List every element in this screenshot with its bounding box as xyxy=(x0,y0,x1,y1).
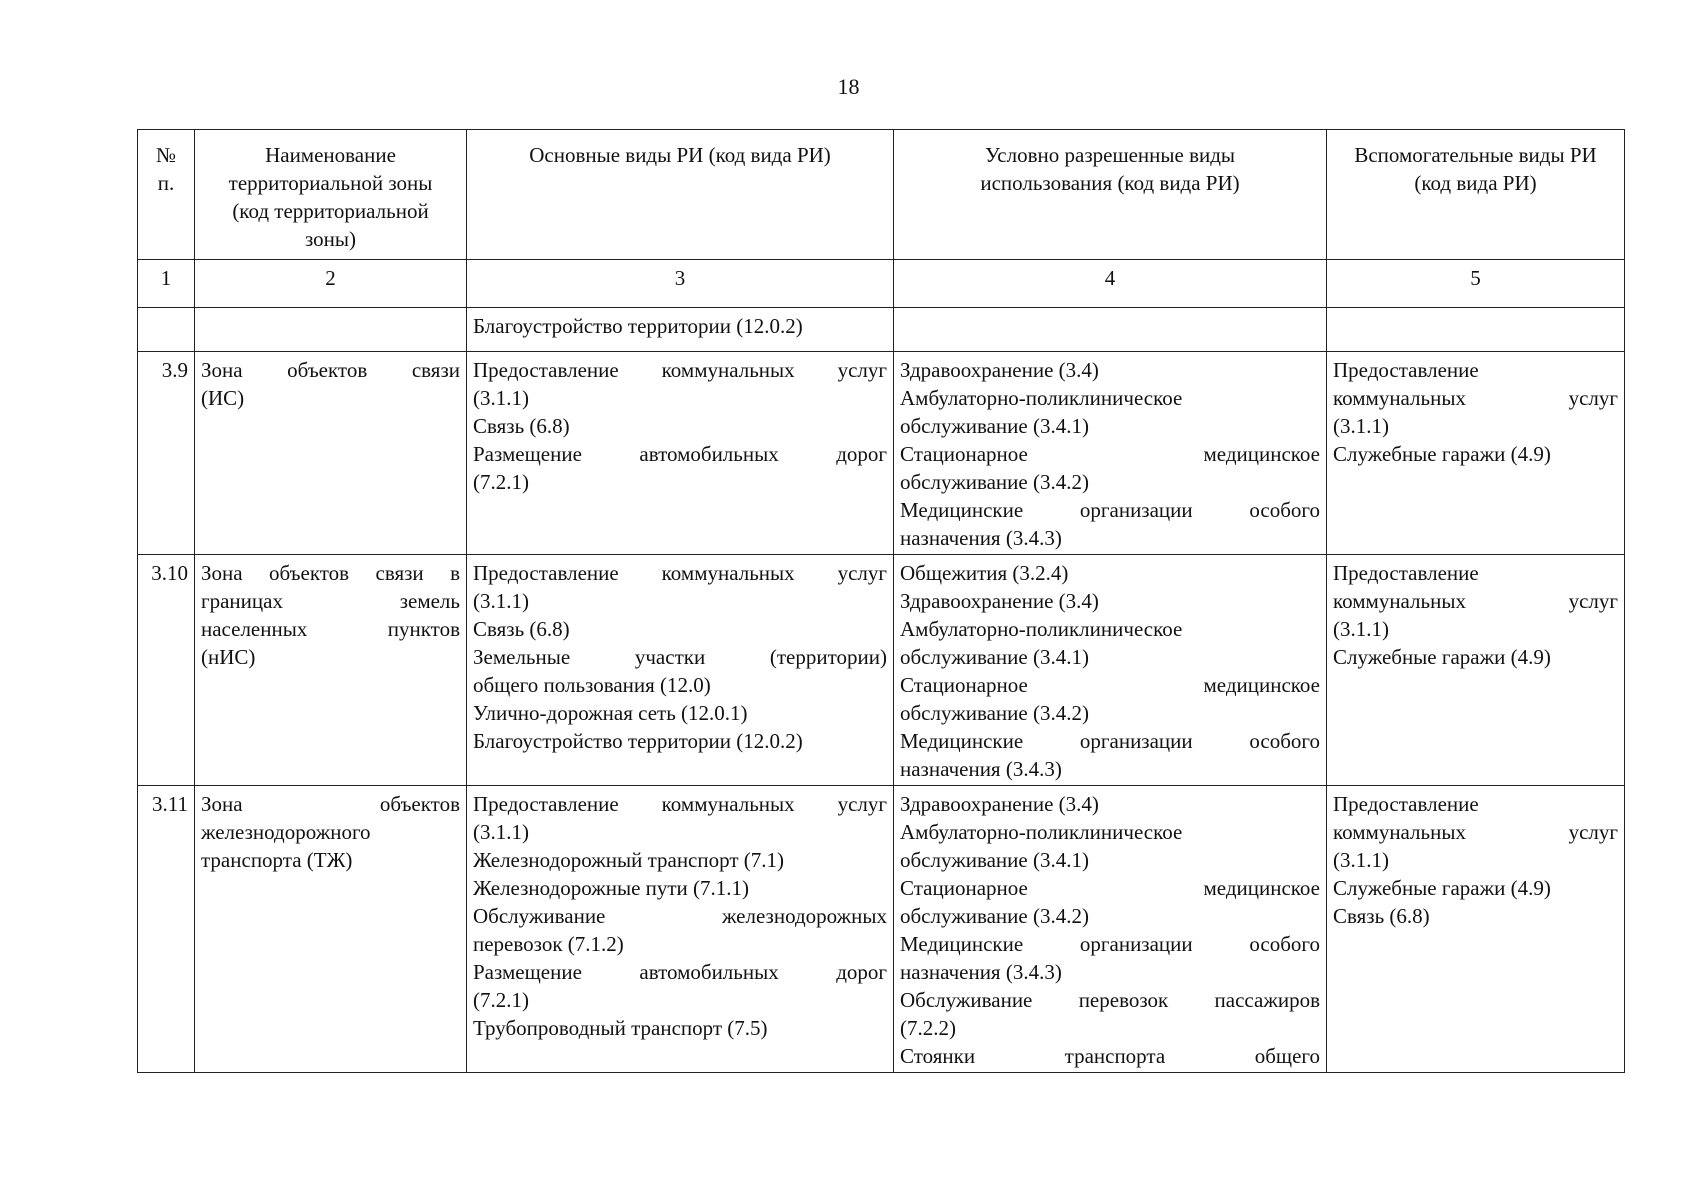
cell-line: Общежития (3.2.4) xyxy=(900,561,1069,585)
row-number: 3.11 xyxy=(138,786,195,1073)
cell-line: Медицинские организации особого xyxy=(900,932,1320,956)
column-number-row xyxy=(138,260,1625,308)
column-number: 3 xyxy=(467,260,894,308)
cell-line: Служебные гаражи (4.9) xyxy=(1333,442,1551,466)
cell-line: транспорта (ТЖ) xyxy=(201,848,353,872)
table-row xyxy=(138,352,1625,555)
cell-line: обслуживание (3.4.1) xyxy=(900,414,1089,438)
cell-line: Здравоохранение (3.4) xyxy=(900,589,1099,613)
header-line: зоны) xyxy=(304,227,356,251)
cell-line: (7.2.1) xyxy=(473,470,529,494)
header-line: (код территориальной xyxy=(232,199,429,223)
conditional-uses-cell xyxy=(894,308,1327,352)
header-conditional-uses xyxy=(894,130,1327,260)
cell-line: Предоставление коммунальных услуг xyxy=(473,358,887,382)
conditional-uses-cell xyxy=(894,555,1327,786)
cell-line: перевозок (7.1.2) xyxy=(473,932,624,956)
cell-line: Здравоохранение (3.4) xyxy=(900,358,1099,382)
header-line: Вспомогательные виды РИ xyxy=(1354,143,1597,167)
page-number: 18 xyxy=(837,74,860,99)
cell-line: Стационарное медицинское xyxy=(900,442,1320,466)
zone-name-cell xyxy=(195,352,467,555)
cell-line: (3.1.1) xyxy=(1333,617,1389,641)
cell-line: Стоянки транспорта общего xyxy=(900,1044,1320,1068)
cell-line: Размещение автомобильных дорог xyxy=(473,442,887,466)
cell-line: населенных пунктов xyxy=(201,617,460,641)
cell-line: Размещение автомобильных дорог xyxy=(473,960,887,984)
cell-line: Предоставление xyxy=(1333,792,1479,816)
column-number: 1 xyxy=(138,260,195,308)
cell-line: (7.2.2) xyxy=(900,1016,956,1040)
column-number: 5 xyxy=(1327,260,1625,308)
cell-line: (3.1.1) xyxy=(473,589,529,613)
auxiliary-uses-cell xyxy=(1327,352,1625,555)
cell-line: (нИС) xyxy=(201,645,256,669)
cell-line: Предоставление коммунальных услуг xyxy=(473,561,887,585)
cell-line: железнодорожного xyxy=(201,820,371,844)
zones-table xyxy=(137,129,1625,1073)
cell-line: границах земель xyxy=(201,589,460,613)
main-uses-cell xyxy=(467,308,894,352)
table-row xyxy=(138,555,1625,786)
cell-line: (3.1.1) xyxy=(473,820,529,844)
zone-name-cell xyxy=(195,308,467,352)
cell-line: Железнодорожные пути (7.1.1) xyxy=(473,876,750,900)
cell-line: Зона объектов xyxy=(201,792,460,816)
cell-line: обслуживание (3.4.2) xyxy=(900,904,1089,928)
cell-line: (ИС) xyxy=(201,386,245,410)
header-main-uses xyxy=(467,130,894,260)
cell-line: Железнодорожный транспорт (7.1) xyxy=(473,848,785,872)
cell-line: Предоставление xyxy=(1333,358,1479,382)
cell-line: (3.1.1) xyxy=(1333,414,1389,438)
header-line: (код вида РИ) xyxy=(1414,171,1537,195)
cell-line: обслуживание (3.4.2) xyxy=(900,701,1089,725)
header-line: Наименование xyxy=(265,143,396,167)
cell-line: Служебные гаражи (4.9) xyxy=(1333,645,1551,669)
cell-line: назначения (3.4.3) xyxy=(900,757,1062,781)
main-uses-cell xyxy=(467,555,894,786)
table-row xyxy=(138,786,1625,1073)
conditional-uses-cell xyxy=(894,786,1327,1073)
header-line: Основные виды РИ (код вида РИ) xyxy=(529,143,831,167)
cell-line: обслуживание (3.4.2) xyxy=(900,470,1089,494)
cell-line: (7.2.1) xyxy=(473,988,529,1012)
header-number xyxy=(138,130,195,260)
cell-line: Связь (6.8) xyxy=(473,617,570,641)
cell-line: Связь (6.8) xyxy=(473,414,570,438)
cell-line: Благоустройство территории (12.0.2) xyxy=(473,729,803,753)
auxiliary-uses-cell xyxy=(1327,555,1625,786)
cell-line: Служебные гаражи (4.9) xyxy=(1333,876,1551,900)
header-line: Условно разрешенные виды xyxy=(984,143,1236,167)
main-uses-cell xyxy=(467,786,894,1073)
cell-line: Стационарное медицинское xyxy=(900,673,1320,697)
cell-line: Обслуживание перевозок пассажиров xyxy=(900,988,1320,1012)
cell-line: (3.1.1) xyxy=(473,386,529,410)
cell-line: обслуживание (3.4.1) xyxy=(900,645,1089,669)
cell-line: коммунальных услуг xyxy=(1333,589,1618,613)
cell-line: Здравоохранение (3.4) xyxy=(900,792,1099,816)
header-line: п. xyxy=(157,171,175,195)
row-number: 3.10 xyxy=(138,555,195,786)
header-row xyxy=(138,130,1625,260)
cell-line: назначения (3.4.3) xyxy=(900,526,1062,550)
cell-line: назначения (3.4.3) xyxy=(900,960,1062,984)
cell-line: коммунальных услуг xyxy=(1333,820,1618,844)
cell-line: Земельные участки (территории) xyxy=(473,645,887,669)
main-uses-cell xyxy=(467,352,894,555)
cell-line: Связь (6.8) xyxy=(1333,904,1430,928)
cell-line: Благоустройство территории (12.0.2) xyxy=(473,314,803,338)
header-line: № xyxy=(155,143,177,167)
cell-line: Предоставление xyxy=(1333,561,1479,585)
header-line: территориальной зоны xyxy=(228,171,433,195)
cell-line: Зона объектов связи в xyxy=(201,561,460,585)
table-row xyxy=(138,308,1625,352)
row-number xyxy=(138,308,195,352)
cell-line: обслуживание (3.4.1) xyxy=(900,848,1089,872)
cell-line: Улично-дорожная сеть (12.0.1) xyxy=(473,701,748,725)
column-number: 2 xyxy=(195,260,467,308)
cell-line: Амбулаторно-поликлиническое xyxy=(900,386,1183,410)
cell-line: Медицинские организации особого xyxy=(900,498,1320,522)
cell-line: (3.1.1) xyxy=(1333,848,1389,872)
column-number: 4 xyxy=(894,260,1327,308)
row-number: 3.9 xyxy=(138,352,195,555)
auxiliary-uses-cell xyxy=(1327,308,1625,352)
header-auxiliary-uses xyxy=(1327,130,1625,260)
cell-line: Зона объектов связи xyxy=(201,358,460,382)
cell-line: Трубопроводный транспорт (7.5) xyxy=(473,1016,768,1040)
header-line: использования (код вида РИ) xyxy=(980,171,1240,195)
cell-line: Медицинские организации особого xyxy=(900,729,1320,753)
cell-line: Стационарное медицинское xyxy=(900,876,1320,900)
cell-line: общего пользования (12.0) xyxy=(473,673,711,697)
cell-line: Обслуживание железнодорожных xyxy=(473,904,887,928)
cell-line: Амбулаторно-поликлиническое xyxy=(900,820,1183,844)
conditional-uses-cell xyxy=(894,352,1327,555)
zone-name-cell xyxy=(195,786,467,1073)
cell-line: коммунальных услуг xyxy=(1333,386,1618,410)
auxiliary-uses-cell xyxy=(1327,786,1625,1073)
header-zone-name xyxy=(195,130,467,260)
zone-name-cell xyxy=(195,555,467,786)
cell-line: Амбулаторно-поликлиническое xyxy=(900,617,1183,641)
cell-line: Предоставление коммунальных услуг xyxy=(473,792,887,816)
